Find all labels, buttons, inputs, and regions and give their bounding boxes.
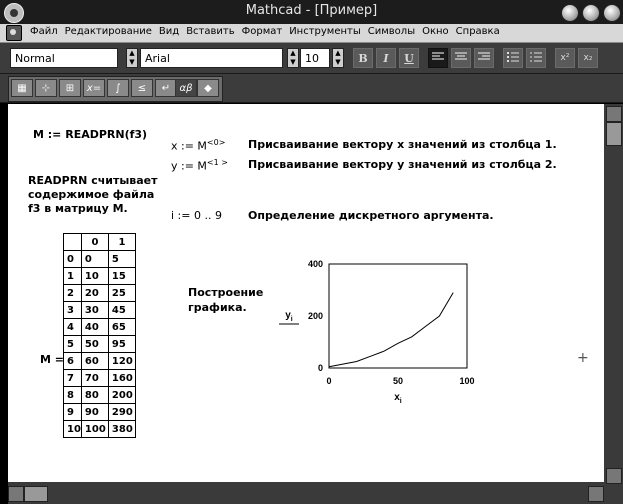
matrix-row-index: 6 <box>64 353 82 370</box>
align-center-icon <box>455 52 467 62</box>
x-axis-label-main: x <box>394 392 400 403</box>
italic-button[interactable]: I <box>376 48 396 68</box>
matrix-cell[interactable]: 0 <box>81 251 108 268</box>
matrix-row <box>64 421 136 438</box>
matrix-m[interactable] <box>63 233 136 438</box>
close-button[interactable] <box>603 4 621 22</box>
matrix-row <box>64 404 136 421</box>
font-spin-icon[interactable]: ▲ ▼ <box>287 48 299 68</box>
matrix-cell[interactable]: 45 <box>108 302 135 319</box>
numbering-button[interactable] <box>526 48 546 68</box>
menu-item-8[interactable]: Справка <box>455 26 500 37</box>
series-line <box>329 293 453 367</box>
greek-palette-button[interactable]: αβ <box>175 79 197 97</box>
calculator-palette-button[interactable]: ▦ <box>11 79 33 97</box>
scroll-right-button[interactable] <box>588 486 604 502</box>
range-description[interactable]: Определение дискретного аргумента. <box>248 209 494 222</box>
align-right-button[interactable] <box>474 48 494 68</box>
document-icon[interactable] <box>6 25 22 41</box>
plot-note-line-2[interactable]: графика. <box>188 301 247 314</box>
symbolic-palette-button[interactable]: ◆ <box>197 79 219 97</box>
matrix-row <box>64 319 136 336</box>
matrix-cell[interactable]: 160 <box>108 370 135 387</box>
menu-item-3[interactable]: Вставить <box>186 26 235 37</box>
readprn-note-line-3[interactable]: f3 в матрицу M. <box>28 202 128 215</box>
xy-plot[interactable] <box>271 254 491 414</box>
align-center-button[interactable] <box>451 48 471 68</box>
numbered-list-icon <box>530 52 542 62</box>
plot-frame <box>329 264 467 368</box>
size-spin-icon[interactable]: ▲ ▼ <box>332 48 344 68</box>
x-description[interactable]: Присваивание вектору x значений из столбца 1. <box>248 138 557 151</box>
scroll-left-button[interactable] <box>8 486 24 502</box>
matrix-corner <box>64 234 82 251</box>
align-right-icon <box>478 52 490 62</box>
readprn-note-line-2[interactable]: содержимое файла <box>28 188 155 201</box>
y-tick-label: 400 <box>307 259 323 269</box>
range-definition[interactable]: i := 0 .. 9 <box>171 209 222 222</box>
matrix-cell[interactable]: 70 <box>81 370 108 387</box>
window-title: Mathcad - [Пример] <box>245 3 378 18</box>
readprn-note-line-1[interactable]: READPRN считывает <box>28 174 158 187</box>
scroll-down-button[interactable] <box>606 468 622 484</box>
matrix-row-index: 0 <box>64 251 82 268</box>
x-axis-label <box>394 392 402 405</box>
matrix-row-index: 8 <box>64 387 82 404</box>
matrix-cell[interactable]: 5 <box>108 251 135 268</box>
calculus-palette-button[interactable]: ∫ <box>107 79 129 97</box>
matrix-col-header: 0 <box>81 234 108 251</box>
menu-item-1[interactable]: Редактирование <box>64 26 152 37</box>
matrix-cell[interactable]: 120 <box>108 353 135 370</box>
matrix-cell[interactable]: 80 <box>81 387 108 404</box>
y-tick-label: 200 <box>307 311 323 321</box>
font-select[interactable]: Arial <box>140 48 283 68</box>
matrix-row-index: 2 <box>64 285 82 302</box>
menu-item-4[interactable]: Формат <box>241 26 283 37</box>
x-tick-label: 100 <box>459 376 475 386</box>
matrix-cell[interactable]: 50 <box>81 336 108 353</box>
bold-button[interactable]: B <box>353 48 373 68</box>
subscript-button[interactable]: x₂ <box>578 48 598 68</box>
matrix-row-index: 5 <box>64 336 82 353</box>
align-left-icon <box>432 52 444 62</box>
style-spin-icon[interactable]: ▲ ▼ <box>126 48 138 68</box>
matrix-cell[interactable]: 30 <box>81 302 108 319</box>
vertical-scroll-thumb[interactable] <box>606 122 622 146</box>
matrix-row <box>64 387 136 404</box>
matrix-cell[interactable]: 25 <box>108 285 135 302</box>
maximize-button[interactable] <box>582 4 600 22</box>
bullet-list-icon <box>507 52 519 62</box>
insertion-crosshair-icon: + <box>577 350 589 366</box>
matrix-row-index: 9 <box>64 404 82 421</box>
matrix-row <box>64 251 136 268</box>
y-axis-label-sub: i <box>290 316 293 323</box>
matrix-cell[interactable]: 200 <box>108 387 135 404</box>
matrix-row-index: 3 <box>64 302 82 319</box>
horizontal-scrollbar[interactable] <box>8 482 604 504</box>
matrix-row-index: 4 <box>64 319 82 336</box>
y-tick-label: 0 <box>317 363 323 373</box>
scroll-up-button[interactable] <box>606 106 622 122</box>
matrix-row-index: 10 <box>64 421 82 438</box>
readprn-expression[interactable]: M := READPRN(f3) <box>33 128 148 141</box>
matrix-cell[interactable]: 65 <box>108 319 135 336</box>
menu-item-2[interactable]: Вид <box>158 26 180 37</box>
menu-item-7[interactable]: Окно <box>422 26 449 37</box>
evaluation-palette-button[interactable]: x= <box>83 79 105 97</box>
matrix-row-index: 7 <box>64 370 82 387</box>
menu-items <box>30 26 500 37</box>
matrix-row <box>64 285 136 302</box>
matrix-cell[interactable]: 15 <box>108 268 135 285</box>
superscript-button[interactable]: x² <box>555 48 575 68</box>
matrix-label[interactable]: M = <box>40 353 64 366</box>
matrix-row <box>64 336 136 353</box>
worksheet[interactable] <box>8 104 604 482</box>
menu-item-6[interactable]: Символы <box>367 26 416 37</box>
matrix-cell[interactable]: 10 <box>81 268 108 285</box>
bullets-button[interactable] <box>503 48 523 68</box>
y-axis-label <box>285 310 293 323</box>
matrix-row <box>64 268 136 285</box>
matrix-row <box>64 302 136 319</box>
graph-palette-button[interactable]: ⊹ <box>35 79 57 97</box>
menu-item-0[interactable]: Файл <box>30 26 58 37</box>
matrix-cell[interactable]: 60 <box>81 353 108 370</box>
x-definition[interactable]: x := $M^{<0>}$ <box>171 138 226 153</box>
matrix-cell[interactable]: 380 <box>108 421 135 438</box>
matrix-row <box>64 353 136 370</box>
matrix-col-header: 1 <box>108 234 135 251</box>
matrix-cell[interactable]: 95 <box>108 336 135 353</box>
x-tick-label: 0 <box>326 376 332 386</box>
align-left-button[interactable] <box>428 48 448 68</box>
vertical-scrollbar[interactable] <box>604 104 623 504</box>
style-select[interactable]: Normal <box>10 48 118 68</box>
underline-button[interactable]: U <box>399 48 419 68</box>
matrix-cell[interactable]: 40 <box>81 319 108 336</box>
x-axis-label-sub: i <box>399 398 402 405</box>
matrix-cell[interactable]: 20 <box>81 285 108 302</box>
plot-note-line-1[interactable]: Построение <box>188 286 264 299</box>
minimize-button[interactable] <box>561 4 579 22</box>
programming-palette-button[interactable]: ↵ <box>155 79 177 97</box>
matrix-row <box>64 370 136 387</box>
menu-item-5[interactable]: Инструменты <box>289 26 361 37</box>
boolean-palette-button[interactable]: ≤ <box>131 79 153 97</box>
y-axis-label-main: y <box>285 310 291 321</box>
x-tick-label: 50 <box>392 376 404 386</box>
y-definition[interactable]: y := $M^{<1 >}$ <box>171 158 228 173</box>
font-size-select[interactable]: 10 <box>300 48 330 68</box>
y-description[interactable]: Присваивание вектору y значений из столбца 2. <box>248 158 557 171</box>
matrix-cell[interactable]: 90 <box>81 404 108 421</box>
matrix-palette-button[interactable]: ⊞ <box>59 79 81 97</box>
matrix-row-index: 1 <box>64 268 82 285</box>
horizontal-scroll-thumb[interactable] <box>24 486 48 502</box>
matrix-cell[interactable]: 100 <box>81 421 108 438</box>
matrix-cell[interactable]: 290 <box>108 404 135 421</box>
